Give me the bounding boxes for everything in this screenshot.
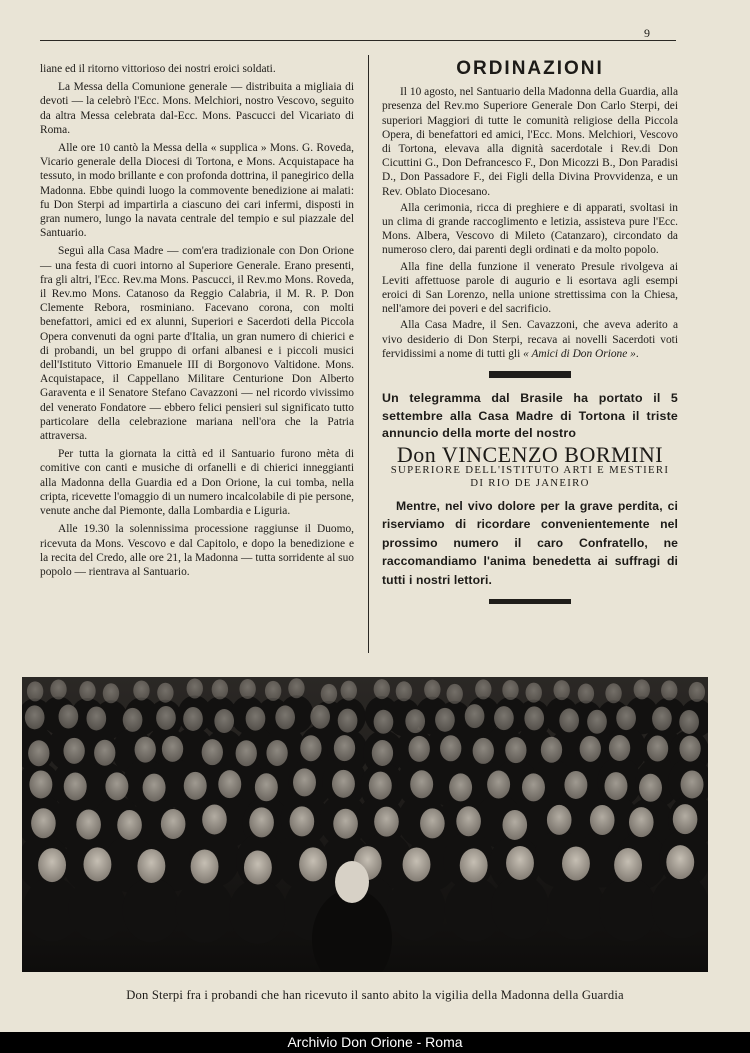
right-column: [382, 58, 678, 604]
face: [372, 740, 393, 766]
face: [212, 679, 228, 699]
last-paragraph-text: Alla Casa Madre, il Sen. Cavazzoni, che aveva aderito a vivo desiderio di Don Sterpi, recava ai novelli Sacerdoti voti fervidissimi a nome di tutti gli: [382, 319, 678, 360]
face: [652, 707, 672, 731]
cassock: [229, 879, 287, 944]
face: [183, 707, 203, 731]
face: [420, 808, 445, 838]
face: [288, 678, 304, 698]
face: [541, 737, 562, 763]
face: [547, 805, 572, 835]
face: [679, 710, 699, 734]
face: [300, 735, 321, 761]
deceased-role-line2: DI RIO DE JANEIRO: [470, 476, 590, 489]
face: [162, 736, 183, 762]
face: [135, 737, 156, 763]
face: [59, 705, 79, 729]
face: [647, 736, 668, 762]
face: [410, 770, 433, 798]
face: [374, 679, 390, 699]
face: [449, 773, 472, 801]
face: [502, 810, 527, 840]
face: [396, 681, 412, 701]
face: [27, 681, 43, 701]
face: [505, 737, 526, 763]
left-paragraph: Per tutta la giornata la città ed il Santuario furono mèta di comitive con canti e musiche di orfanelli e di chierici inneggianti alla Madonna della Guardia ed a Don Orione, la cui tomba, nella cripta, ricevette l'omaggio di un numero incalcolabile di pie persone, venute anche dal Piemonte, dalla Lombardia e Liguria.: [40, 448, 354, 518]
cassock: [599, 877, 657, 942]
face: [246, 707, 266, 731]
cassock: [547, 875, 605, 940]
left-paragraph: La Messa della Comunione generale — distribuita a migliaia di devoti — la celebrò l'Ecc. Mons. Melchiori, nostro Vescovo, seguito da altra Messa celebrata dal-Ecc. Mons. Pascucci del Vicariato di Roma.: [40, 81, 354, 136]
face: [184, 772, 207, 800]
face: [405, 709, 425, 733]
face: [679, 736, 700, 762]
face: [244, 850, 272, 884]
cassock: [176, 878, 234, 943]
right-paragraph: Alla cerimonia, ricca di preghiere e di apparati, svoltasi in un clima di grande raccoglimento e letizia, assisteva pure l'Ecc. Mons. Albera, Vescovo di Mileto (Catanzaro), circondato da numeroso clero, dai parenti degli ordinati e da molto popolo.: [382, 201, 678, 257]
face: [202, 804, 227, 834]
cassock: [651, 874, 708, 939]
deceased-role-line1: SUPERIORE DELL'ISTITUTO ARTI E MESTIERI: [390, 463, 670, 476]
face: [321, 684, 337, 704]
face: [63, 738, 84, 764]
face: [265, 681, 281, 701]
face: [218, 770, 241, 798]
face: [76, 809, 101, 839]
archive-footer: Archivio Don Orione - Roma: [0, 1032, 750, 1053]
face: [156, 706, 176, 730]
face: [403, 848, 431, 882]
priest-face: [335, 861, 369, 903]
face: [605, 683, 621, 703]
ordinazioni-title: ORDINAZIONI: [456, 58, 604, 79]
face: [409, 736, 430, 762]
left-paragraph: Alle 19.30 la solennissima processione raggiunse il Duomo, ricevuta da Mons. Vescovo e dal Capitolo, e dopo la benedizione e la recita del Credo, alle ore 21, la Madonna — tutta sorridente al suo popolo — rientrava al Santuario.: [40, 523, 354, 578]
left-column: [40, 62, 354, 583]
right-paragraph-last: [382, 318, 678, 361]
face: [236, 740, 257, 766]
face: [266, 740, 287, 766]
face: [105, 772, 128, 800]
left-paragraph: Seguì alla Casa Madre — com'era tradizionale con Don Orione — una festa di cuori intorno al Superiore Generale. Erano presenti, fra gli altri, l'Ecc. Rev.ma Mons. Pascucci, il Rev.mo Mons. Roveda, il Rev.mo Mons. Catanoso da Reggio Calabria, il M. R. P. Don Clemente Rebora, rosminiano. Facevano corona, con molti benefattori, amici ed ex alunni, Superiori e Sacerdoti della Piccola Opera convenuti da ogni parte d'Italia, un gran numero di chierici e di probandi, un bel gruppo di orfani albanesi e i piccoli musici dell'Istituto Vittorio Emanuele III di Borgonovo Valtidone. Mons. Acquistapace, il Cappellano Militare Centurione Don Alberto Garaventa e il Senatore Stefano Cavazzoni — nel ricordo vivissimo del venerato Fondatore — ebbero felici pensieri sul significato tutto particolare della celebrazione mariana nell'ora che la Patria attraversa.: [40, 245, 354, 443]
face: [117, 810, 142, 840]
face: [440, 735, 461, 761]
face: [255, 773, 278, 801]
face: [123, 708, 143, 732]
face: [590, 805, 615, 835]
left-paragraph: liane ed il ritorno vittorioso dei nostri eroici soldati.: [40, 63, 276, 75]
face: [94, 740, 115, 766]
cassock: [122, 878, 180, 943]
face: [79, 681, 95, 701]
face: [553, 680, 569, 700]
face: [374, 807, 399, 837]
face: [435, 708, 455, 732]
face: [502, 680, 518, 700]
face: [465, 704, 485, 728]
face: [494, 706, 514, 730]
face: [31, 808, 56, 838]
face: [341, 681, 357, 701]
face: [214, 709, 234, 733]
face: [689, 682, 705, 702]
face: [522, 773, 545, 801]
right-paragraph: Alla fine della funzione il venerato Presule rivolgeva ai Leviti affettuose parole di augurio e li esortava agli esempi eroici di San Lorenzo, nella unione strettissima con la Chiesa, nell'amore dei poveri e del sacrificio.: [382, 260, 678, 316]
deceased-name: Don VINCENZO BORMINI: [396, 441, 664, 467]
face: [137, 849, 165, 883]
face: [447, 684, 463, 704]
face: [639, 774, 662, 802]
face: [473, 738, 494, 764]
amici-italic: « Amici di Don Orione »: [523, 347, 636, 360]
face: [191, 849, 219, 883]
left-paragraph: Alle ore 10 cantò la Messa della « supplica » Mons. G. Roveda, Vicario generale della Diocesi di Tortona, e Mons. Acquistapace ha tessuto, in modo brillante e con profonda dottrina, il panegirico della Madonna. Ebbe quindi luogo la commovente benedizione ai malati: fu Don Sterpi ad impartirla a ciascuno dei cari infermi, disposti in gran numero, lungo la navata centrale del tempio e sul piazzale del Santuario.: [40, 142, 354, 240]
face: [249, 807, 274, 837]
face: [293, 768, 316, 796]
cassock: [388, 876, 446, 941]
face: [460, 848, 488, 882]
face: [143, 774, 166, 802]
face: [29, 770, 52, 798]
face: [157, 683, 173, 703]
face: [526, 683, 542, 703]
face: [38, 848, 66, 882]
telegram-body: Mentre, nel vivo dolore per la grave perdita, ci riserviamo di ricordare convenientemente nel prossimo numero il caro Confratello, ne raccomandiamo l'anima benedetta ai suffragi di tutti i nostri lettori.: [382, 498, 678, 587]
face: [564, 771, 587, 799]
face: [50, 679, 66, 699]
face: [424, 680, 440, 700]
face: [578, 684, 594, 704]
face: [202, 739, 223, 765]
face: [629, 807, 654, 837]
face: [616, 706, 636, 730]
group-photo-illustration: [22, 677, 708, 972]
face: [487, 771, 510, 799]
face: [506, 846, 534, 880]
face: [587, 710, 607, 734]
cassock: [69, 876, 127, 941]
page-number: 9: [644, 26, 650, 40]
face: [25, 705, 45, 729]
face: [681, 770, 704, 798]
face: [83, 847, 111, 881]
face: [673, 804, 698, 834]
face: [604, 772, 627, 800]
face: [310, 705, 330, 729]
last-paragraph-end: .: [635, 347, 639, 360]
header-rule: [40, 40, 676, 41]
face: [161, 809, 186, 839]
face: [28, 740, 49, 766]
face: [562, 847, 590, 881]
face: [64, 773, 87, 801]
face: [609, 735, 630, 761]
face: [334, 735, 355, 761]
face: [666, 845, 694, 879]
face: [369, 772, 392, 800]
photo-caption: Don Sterpi fra i probandi che han ricevuto il santo abito la vigilia della Madonna della Guardia: [126, 988, 624, 1002]
group-photo: [22, 677, 708, 972]
face: [86, 706, 106, 730]
face: [333, 809, 358, 839]
face: [290, 806, 315, 836]
face: [103, 683, 119, 703]
face: [524, 706, 544, 730]
face: [133, 680, 149, 700]
ornament-bar-bottom: [489, 599, 571, 604]
face: [374, 710, 394, 734]
face: [338, 709, 358, 733]
telegram-intro: Un telegramma dal Brasile ha portato il 5 settembre alla Casa Madre di Tortona il triste annuncio della morte del nostro: [382, 391, 678, 441]
right-paragraph: Il 10 agosto, nel Santuario della Madonna della Guardia, alla presenza del Rev.mo Superiore Generale Don Carlo Sterpi, dei superiori Maggiori di tutte le comunità religiose della Piccola Opera, di benefattori ed amici, l'Ecc. Mons. Melchiori, Vescovo di Tortona, elevava alla dignità sacerdotale i Rev.di Don Cicuttini G., Don Defrancesco F., Don Micozzi B., Don Paradisi D., Don Passadore F., dei Figli della Divina Provvidenza, e un Rev. Oblato Diocesano.: [382, 86, 678, 198]
face: [239, 679, 255, 699]
face: [580, 736, 601, 762]
face: [332, 770, 355, 798]
ornament-bar-top: [489, 371, 571, 378]
face: [614, 848, 642, 882]
face: [456, 806, 481, 836]
face: [187, 678, 203, 698]
face: [661, 680, 677, 700]
face: [475, 679, 491, 699]
face: [275, 705, 295, 729]
face: [559, 708, 579, 732]
face: [634, 679, 650, 699]
cassock: [491, 875, 549, 940]
face: [299, 847, 327, 881]
column-divider: [368, 55, 369, 653]
